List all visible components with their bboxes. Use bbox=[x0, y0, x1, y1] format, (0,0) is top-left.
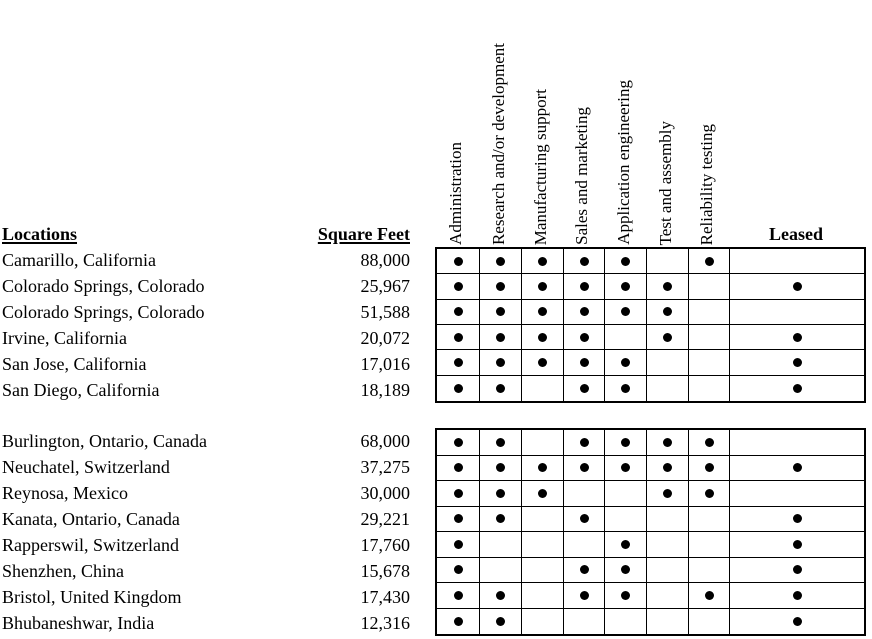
matrix-cell bbox=[437, 274, 480, 299]
matrix-cell bbox=[689, 300, 730, 325]
matrix-cell bbox=[480, 481, 522, 507]
function-dot-icon bbox=[621, 591, 630, 600]
matrix-cell bbox=[689, 325, 730, 350]
leased-cell bbox=[730, 456, 864, 482]
category-column-header-5 bbox=[603, 0, 645, 245]
function-dot-icon bbox=[580, 591, 589, 600]
matrix-cell bbox=[689, 583, 730, 609]
category-column-header-2 bbox=[478, 0, 520, 245]
matrix-cell bbox=[647, 350, 689, 375]
category-column-label: Research and/or development bbox=[488, 42, 508, 245]
function-dot-icon bbox=[705, 257, 714, 266]
matrix-cell bbox=[564, 456, 605, 482]
leased-dot-icon bbox=[793, 540, 802, 549]
matrix-cell bbox=[647, 481, 689, 507]
square-feet-cell: 68,000 bbox=[360, 431, 410, 451]
function-dot-icon bbox=[621, 282, 630, 291]
leased-dot-icon bbox=[793, 384, 802, 393]
function-dot-icon bbox=[705, 463, 714, 472]
matrix-cell bbox=[689, 532, 730, 558]
matrix-cell bbox=[647, 274, 689, 299]
matrix-cell bbox=[647, 532, 689, 558]
matrix-cell bbox=[564, 430, 605, 456]
location-cell: Irvine, California bbox=[2, 328, 127, 348]
function-dot-icon bbox=[580, 438, 589, 447]
matrix-cell bbox=[647, 456, 689, 482]
function-dot-icon bbox=[580, 333, 589, 342]
function-dot-icon bbox=[454, 514, 463, 523]
square-feet-cell: 18,189 bbox=[360, 380, 410, 400]
location-cell: Colorado Springs, Colorado bbox=[2, 302, 205, 322]
matrix-cell bbox=[564, 507, 605, 533]
matrix-cell bbox=[522, 249, 564, 274]
matrix-cell bbox=[437, 609, 480, 635]
category-column-label: Application engineering bbox=[613, 80, 633, 245]
matrix-cell bbox=[437, 558, 480, 584]
dot-matrix-table-international bbox=[435, 428, 866, 636]
function-dot-icon bbox=[621, 307, 630, 316]
square-feet-cell: 17,430 bbox=[360, 587, 410, 607]
leased-cell bbox=[730, 558, 864, 584]
function-dot-icon bbox=[496, 489, 505, 498]
matrix-cell bbox=[647, 430, 689, 456]
leased-dot-icon bbox=[793, 282, 802, 291]
matrix-cell bbox=[522, 350, 564, 375]
matrix-cell bbox=[689, 274, 730, 299]
matrix-cell bbox=[480, 507, 522, 533]
leased-cell bbox=[730, 376, 864, 401]
function-dot-icon bbox=[496, 514, 505, 523]
function-dot-icon bbox=[580, 565, 589, 574]
matrix-cell bbox=[689, 558, 730, 584]
matrix-cell bbox=[689, 376, 730, 401]
square-feet-cell: 12,316 bbox=[360, 613, 410, 633]
location-cell: Shenzhen, China bbox=[2, 561, 124, 581]
function-dot-icon bbox=[454, 489, 463, 498]
function-dot-icon bbox=[454, 540, 463, 549]
square-feet-cell: 29,221 bbox=[360, 509, 410, 529]
matrix-cell bbox=[480, 532, 522, 558]
matrix-cell bbox=[480, 430, 522, 456]
matrix-cell bbox=[605, 350, 647, 375]
function-dot-icon bbox=[705, 489, 714, 498]
matrix-cell bbox=[564, 274, 605, 299]
matrix-cell bbox=[647, 609, 689, 635]
matrix-cell bbox=[480, 350, 522, 375]
function-dot-icon bbox=[496, 438, 505, 447]
location-cell: Rapperswil, Switzerland bbox=[2, 535, 179, 555]
function-dot-icon bbox=[538, 333, 547, 342]
square-feet-cell: 25,967 bbox=[360, 276, 410, 296]
function-dot-icon bbox=[621, 565, 630, 574]
category-column-label: Sales and marketing bbox=[572, 107, 592, 245]
category-column-label: Administration bbox=[446, 142, 466, 245]
function-dot-icon bbox=[538, 307, 547, 316]
function-dot-icon bbox=[454, 333, 463, 342]
function-dot-icon bbox=[705, 591, 714, 600]
matrix-cell bbox=[564, 249, 605, 274]
matrix-cell bbox=[605, 532, 647, 558]
square-feet-cell: 88,000 bbox=[360, 250, 410, 270]
matrix-cell bbox=[647, 507, 689, 533]
function-dot-icon bbox=[538, 257, 547, 266]
function-dot-icon bbox=[538, 489, 547, 498]
leased-header: Leased bbox=[769, 224, 823, 244]
square-feet-cell: 51,588 bbox=[360, 302, 410, 322]
function-dot-icon bbox=[621, 358, 630, 367]
category-column-header-7 bbox=[687, 0, 728, 245]
category-column-label: Manufacturing support bbox=[530, 88, 550, 245]
matrix-cell bbox=[437, 456, 480, 482]
function-dot-icon bbox=[621, 257, 630, 266]
matrix-cell bbox=[647, 376, 689, 401]
matrix-cell bbox=[605, 609, 647, 635]
function-dot-icon bbox=[538, 358, 547, 367]
function-dot-icon bbox=[496, 257, 505, 266]
function-dot-icon bbox=[663, 463, 672, 472]
matrix-cell bbox=[437, 532, 480, 558]
function-dot-icon bbox=[580, 257, 589, 266]
leased-cell bbox=[730, 325, 864, 350]
matrix-cell bbox=[437, 507, 480, 533]
function-dot-icon bbox=[454, 617, 463, 626]
matrix-cell bbox=[689, 609, 730, 635]
matrix-cell bbox=[605, 376, 647, 401]
matrix-cell bbox=[647, 325, 689, 350]
function-dot-icon bbox=[454, 591, 463, 600]
matrix-cell bbox=[522, 300, 564, 325]
function-dot-icon bbox=[454, 307, 463, 316]
matrix-cell bbox=[564, 609, 605, 635]
matrix-cell bbox=[522, 532, 564, 558]
location-cell: Bristol, United Kingdom bbox=[2, 587, 182, 607]
matrix-cell bbox=[480, 456, 522, 482]
function-dot-icon bbox=[621, 384, 630, 393]
matrix-cell bbox=[689, 507, 730, 533]
function-dot-icon bbox=[454, 384, 463, 393]
matrix-cell bbox=[689, 430, 730, 456]
square-feet-header: Square Feet bbox=[317, 224, 410, 244]
category-column-header-3 bbox=[520, 0, 562, 245]
matrix-cell bbox=[522, 274, 564, 299]
leased-cell bbox=[730, 507, 864, 533]
matrix-cell bbox=[437, 249, 480, 274]
function-dot-icon bbox=[496, 617, 505, 626]
leased-cell bbox=[730, 350, 864, 375]
square-feet-cell: 15,678 bbox=[360, 561, 410, 581]
dot-matrix-table-domestic bbox=[435, 247, 866, 403]
matrix-cell bbox=[480, 300, 522, 325]
locations-header: Locations bbox=[2, 224, 78, 244]
function-dot-icon bbox=[580, 514, 589, 523]
category-column-header-6 bbox=[645, 0, 687, 245]
function-dot-icon bbox=[663, 438, 672, 447]
matrix-cell bbox=[522, 583, 564, 609]
location-cell: Reynosa, Mexico bbox=[2, 483, 128, 503]
function-dot-icon bbox=[621, 438, 630, 447]
matrix-cell bbox=[437, 350, 480, 375]
square-feet-cell: 17,760 bbox=[360, 535, 410, 555]
function-dot-icon bbox=[621, 540, 630, 549]
matrix-cell bbox=[564, 376, 605, 401]
leased-dot-icon bbox=[793, 514, 802, 523]
leased-cell bbox=[730, 532, 864, 558]
matrix-cell bbox=[689, 249, 730, 274]
square-feet-cell: 20,072 bbox=[360, 328, 410, 348]
matrix-cell bbox=[522, 376, 564, 401]
matrix-cell bbox=[689, 456, 730, 482]
matrix-cell bbox=[605, 325, 647, 350]
function-dot-icon bbox=[454, 565, 463, 574]
function-dot-icon bbox=[663, 307, 672, 316]
function-dot-icon bbox=[580, 307, 589, 316]
matrix-cell bbox=[647, 249, 689, 274]
matrix-cell bbox=[605, 507, 647, 533]
matrix-cell bbox=[480, 325, 522, 350]
matrix-cell bbox=[437, 430, 480, 456]
matrix-cell bbox=[522, 558, 564, 584]
function-dot-icon bbox=[496, 282, 505, 291]
category-column-header-1 bbox=[435, 0, 478, 245]
matrix-cell bbox=[605, 583, 647, 609]
matrix-cell bbox=[522, 430, 564, 456]
function-dot-icon bbox=[496, 307, 505, 316]
function-dot-icon bbox=[454, 463, 463, 472]
square-feet-cell: 17,016 bbox=[360, 354, 410, 374]
function-dot-icon bbox=[454, 438, 463, 447]
function-dot-icon bbox=[496, 358, 505, 367]
location-cell: Colorado Springs, Colorado bbox=[2, 276, 205, 296]
location-cell: San Diego, California bbox=[2, 380, 160, 400]
matrix-cell bbox=[437, 481, 480, 507]
function-dot-icon bbox=[538, 463, 547, 472]
matrix-cell bbox=[564, 481, 605, 507]
matrix-cell bbox=[605, 558, 647, 584]
category-column-label: Reliability testing bbox=[697, 123, 717, 245]
matrix-cell bbox=[564, 558, 605, 584]
leased-cell bbox=[730, 430, 864, 456]
square-feet-cell: 30,000 bbox=[360, 483, 410, 503]
function-dot-icon bbox=[663, 282, 672, 291]
matrix-cell bbox=[522, 456, 564, 482]
leased-dot-icon bbox=[793, 617, 802, 626]
matrix-cell bbox=[437, 300, 480, 325]
matrix-cell bbox=[689, 350, 730, 375]
matrix-cell bbox=[480, 583, 522, 609]
matrix-cell bbox=[437, 376, 480, 401]
matrix-cell bbox=[564, 350, 605, 375]
function-dot-icon bbox=[580, 358, 589, 367]
matrix-cell bbox=[480, 249, 522, 274]
matrix-cell bbox=[689, 481, 730, 507]
square-feet-cell: 37,275 bbox=[360, 457, 410, 477]
matrix-cell bbox=[437, 583, 480, 609]
location-cell: Camarillo, California bbox=[2, 250, 156, 270]
matrix-cell bbox=[564, 325, 605, 350]
matrix-cell bbox=[437, 325, 480, 350]
function-dot-icon bbox=[663, 489, 672, 498]
category-column-header-4 bbox=[562, 0, 603, 245]
category-column-label: Test and assembly bbox=[655, 120, 675, 245]
function-dot-icon bbox=[580, 384, 589, 393]
matrix-cell bbox=[480, 609, 522, 635]
function-dot-icon bbox=[496, 591, 505, 600]
matrix-cell bbox=[605, 456, 647, 482]
leased-dot-icon bbox=[793, 358, 802, 367]
matrix-cell bbox=[564, 300, 605, 325]
function-dot-icon bbox=[496, 384, 505, 393]
function-dot-icon bbox=[580, 282, 589, 291]
matrix-cell bbox=[522, 325, 564, 350]
leased-cell bbox=[730, 583, 864, 609]
leased-cell bbox=[730, 249, 864, 274]
leased-dot-icon bbox=[793, 333, 802, 342]
function-dot-icon bbox=[454, 282, 463, 291]
matrix-cell bbox=[605, 430, 647, 456]
function-dot-icon bbox=[580, 463, 589, 472]
matrix-cell bbox=[480, 558, 522, 584]
leased-cell bbox=[730, 300, 864, 325]
function-dot-icon bbox=[454, 358, 463, 367]
function-dot-icon bbox=[454, 257, 463, 266]
matrix-cell bbox=[564, 532, 605, 558]
function-dot-icon bbox=[496, 333, 505, 342]
matrix-cell bbox=[522, 507, 564, 533]
matrix-cell bbox=[605, 274, 647, 299]
matrix-cell bbox=[605, 300, 647, 325]
matrix-cell bbox=[522, 481, 564, 507]
function-dot-icon bbox=[621, 463, 630, 472]
matrix-cell bbox=[564, 583, 605, 609]
leased-dot-icon bbox=[793, 565, 802, 574]
location-cell: Bhubaneshwar, India bbox=[2, 613, 155, 633]
leased-cell bbox=[730, 481, 864, 507]
matrix-cell bbox=[647, 558, 689, 584]
matrix-cell bbox=[480, 274, 522, 299]
location-cell: Burlington, Ontario, Canada bbox=[2, 431, 207, 451]
location-cell: San Jose, California bbox=[2, 354, 147, 374]
function-dot-icon bbox=[705, 438, 714, 447]
matrix-cell bbox=[480, 376, 522, 401]
matrix-cell bbox=[647, 583, 689, 609]
function-dot-icon bbox=[538, 282, 547, 291]
location-cell: Kanata, Ontario, Canada bbox=[2, 509, 180, 529]
leased-cell bbox=[730, 609, 864, 635]
matrix-cell bbox=[647, 300, 689, 325]
matrix-cell bbox=[522, 609, 564, 635]
function-dot-icon bbox=[496, 463, 505, 472]
leased-dot-icon bbox=[793, 463, 802, 472]
location-cell: Neuchatel, Switzerland bbox=[2, 457, 170, 477]
leased-cell bbox=[730, 274, 864, 299]
leased-dot-icon bbox=[793, 591, 802, 600]
matrix-cell bbox=[605, 249, 647, 274]
function-dot-icon bbox=[663, 333, 672, 342]
matrix-cell bbox=[605, 481, 647, 507]
